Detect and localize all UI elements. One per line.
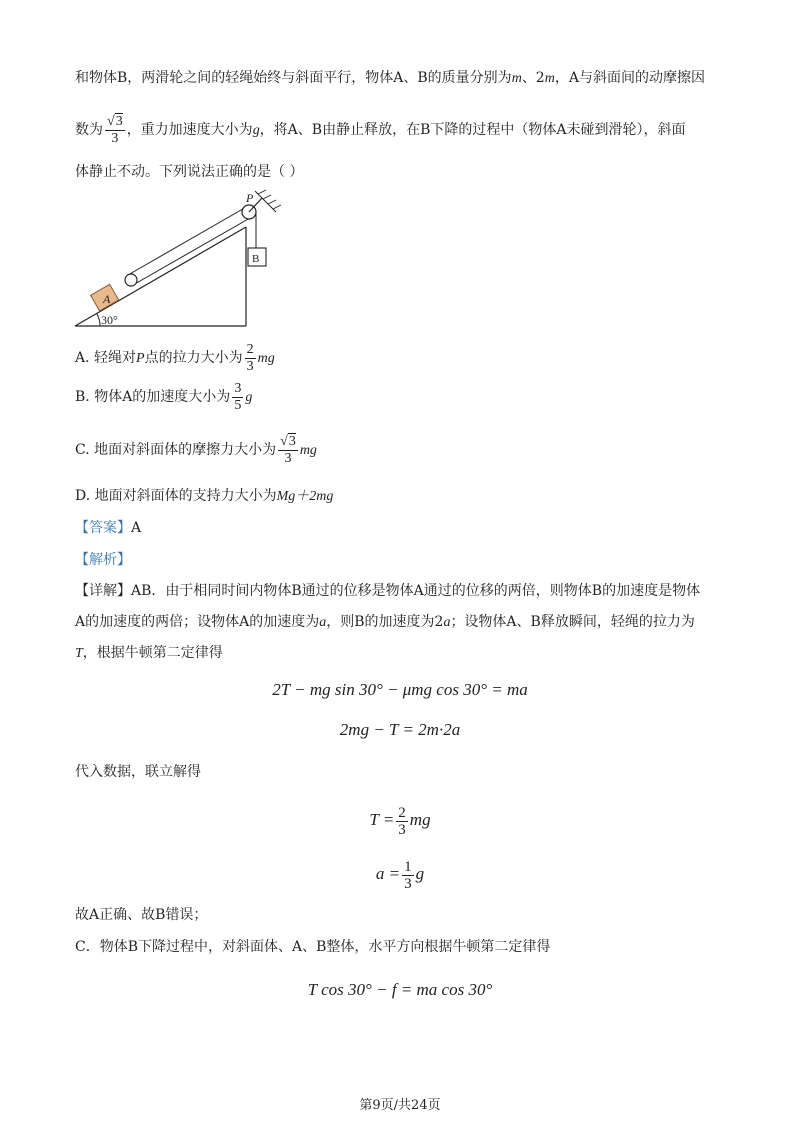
rope-upper (128, 206, 248, 275)
problem-text: 体静止不动。下列说法正确的是（ ） (75, 164, 304, 180)
label-p: P (246, 191, 254, 205)
solution-text: ；设物体A、B释放瞬间，轻绳的拉力为 (450, 614, 695, 630)
problem-line-1 (75, 68, 705, 89)
label-a: A (103, 292, 111, 306)
page-footer: 第9页/共24页 (359, 1098, 441, 1113)
ceiling-hatch (273, 205, 281, 209)
p-symbol: P (136, 351, 145, 366)
option-math: g (245, 390, 253, 405)
option-a (75, 338, 275, 378)
ceiling-hatch (263, 195, 271, 199)
a-symbol: a (319, 615, 327, 630)
radicand: 3 (115, 113, 123, 129)
mass-symbol: m (544, 71, 555, 86)
denominator: 3 (404, 875, 412, 892)
equation-4 (0, 852, 800, 896)
incline-slope (75, 227, 246, 326)
eq-lhs: a = (375, 864, 401, 883)
angle-label: 30° (101, 313, 118, 327)
solution-text: ，则B的加速度为2 (326, 614, 444, 630)
t-symbol: T (75, 646, 83, 661)
problem-text: 数为 (75, 122, 103, 138)
option-c (75, 428, 317, 472)
solution-text: 故A正确、故B错误； (75, 907, 208, 923)
problem-text: ，重力加速度大小为 (126, 122, 253, 138)
eq-rhs: g (415, 864, 425, 883)
g-symbol: g (252, 123, 260, 138)
numerator: 3 (234, 380, 242, 396)
problem-text: 和物体B，两滑轮之间的轻绳始终与斜面平行，物体A、B的质量分别为 (75, 70, 512, 86)
a-symbol: a (443, 615, 451, 630)
rope-lower (133, 218, 250, 285)
answer-line (75, 518, 141, 538)
analysis-label: 【解析】 (75, 552, 131, 568)
answer-value: A (131, 520, 142, 536)
solution-text: 代入数据，联立解得 (75, 764, 201, 780)
denominator: 3 (246, 358, 254, 374)
numerator: 2 (246, 341, 254, 357)
incline-pulley-figure (70, 188, 290, 333)
equation-5: T cos 30° − f = ma cos 30° (307, 980, 493, 999)
option-d (75, 486, 333, 507)
fraction-sqrt3-over-3: $\frac{√3}{3}$ (107, 113, 123, 146)
solution-line-2 (75, 612, 695, 633)
denominator: 3 (398, 821, 406, 838)
solution-text: C．物体B下降过程中，对斜面体、A、B整体，水平方向根据牛顿第二定律得 (75, 939, 551, 955)
option-b (75, 377, 252, 417)
solution-line-1 (75, 581, 700, 601)
option-math: mg (299, 443, 317, 458)
solution-text: AB．由于相同时间内物体B通过的位移是物体A通过的位移的两倍，则物体B的加速度是物体 (131, 583, 701, 599)
answer-label: 【答案】 (75, 520, 131, 536)
fraction (245, 342, 256, 375)
equation-1: 2T − mg sin 30° − μmg cos 30° = ma (272, 680, 528, 699)
numerator: 1 (404, 858, 412, 875)
equation-3 (0, 798, 800, 842)
denominator: 3 (284, 450, 292, 466)
substitute-line (75, 762, 201, 782)
option-text: B. 物体A的加速度大小为 (75, 389, 231, 405)
radicand: 3 (288, 433, 296, 449)
mass-symbol: m (511, 71, 522, 86)
equation-2: 2mg − T = 2m·2a (339, 720, 461, 739)
option-text: A. 轻绳对 (75, 350, 137, 366)
solution-text: A的加速度的两倍；设物体A的加速度为 (75, 614, 320, 630)
problem-text: 、2 (521, 70, 545, 86)
fraction (396, 805, 408, 838)
numerator: 2 (398, 804, 406, 821)
option-text: 点的拉力大小为 (144, 350, 243, 366)
angle-arc (97, 314, 100, 326)
fraction (232, 381, 243, 414)
eq-lhs: T = (369, 810, 395, 829)
eq-rhs: mg (409, 810, 431, 829)
option-math: Mg＋2mg (276, 489, 334, 504)
fraction (402, 859, 414, 892)
conclusion-line (75, 905, 207, 925)
analysis-line (75, 550, 131, 570)
label-b: B (252, 253, 260, 265)
denominator: 3 (111, 130, 119, 146)
option-text: C. 地面对斜面体的摩擦力大小为 (75, 442, 277, 458)
ceiling-hatch (268, 200, 276, 204)
pulley-near-a (125, 274, 137, 286)
ceiling-hatch (258, 190, 266, 194)
problem-line-3 (75, 162, 303, 182)
solution-text: ，根据牛顿第二定律得 (82, 645, 223, 661)
problem-text: ，将A、B由静止释放，在B下降的过程中（物体A未碰到滑轮），斜面 (259, 122, 686, 138)
solution-line-3 (75, 643, 223, 664)
option-text: D. 地面对斜面体的支持力大小为 (75, 488, 277, 504)
problem-line-2 (75, 110, 685, 150)
detail-label: 【详解】 (75, 583, 131, 599)
problem-text: ，A与斜面间的动摩擦因 (554, 70, 705, 86)
solution-c-line (75, 937, 550, 957)
option-math: mg (257, 351, 275, 366)
fraction-sqrt3-over-3: $\frac{√3}{3}$ (280, 433, 296, 466)
denominator: 5 (234, 397, 242, 413)
